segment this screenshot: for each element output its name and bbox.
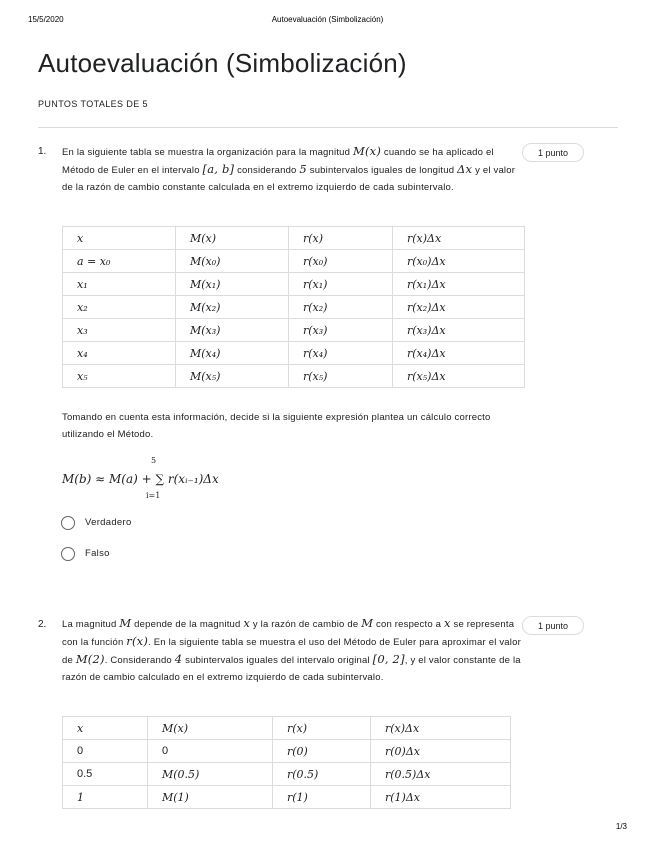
table-cell: r(x₀)	[289, 250, 393, 273]
radio-button[interactable]	[61, 547, 75, 561]
table-cell: x₃	[63, 319, 176, 342]
table-cell: r(1)Δx	[371, 786, 511, 809]
table-cell: r(x₃)	[289, 319, 393, 342]
option-label: Verdadero	[85, 517, 132, 528]
table-cell: 1	[63, 786, 148, 809]
table-cell: M(x₂)	[176, 296, 289, 319]
table-cell: r(x₁)	[289, 273, 393, 296]
table-cell: M(x₃)	[176, 319, 289, 342]
table-row	[63, 296, 525, 319]
table-cell: x	[63, 227, 176, 250]
table-cell: M(x₄)	[176, 342, 289, 365]
table-cell: r(x₅)	[289, 365, 393, 388]
table-row	[63, 365, 525, 388]
table-row	[63, 273, 525, 296]
table-cell: r(x₁)Δx	[393, 273, 525, 296]
table-cell: r(0)Δx	[371, 740, 511, 763]
table-cell: r(x₂)Δx	[393, 296, 525, 319]
table-row	[63, 740, 511, 763]
table-cell: M(1)	[148, 786, 273, 809]
question-2-points-badge: 1 punto	[522, 616, 584, 635]
table-cell: M(x)	[176, 227, 289, 250]
table-cell: r(x)Δx	[393, 227, 525, 250]
total-points: PUNTOS TOTALES DE 5	[38, 99, 148, 109]
question-2-table	[62, 716, 511, 809]
table-cell: M(x₅)	[176, 365, 289, 388]
sum-lower-limit: i=1	[146, 491, 161, 500]
question-2-number: 2.	[38, 619, 47, 630]
page-title: Autoevaluación (Simbolización)	[38, 48, 407, 78]
table-row	[63, 250, 525, 273]
question-1-formula	[62, 456, 262, 504]
table-cell: r(0)	[273, 740, 371, 763]
table-cell: x	[63, 717, 148, 740]
question-1-text: En la siguiente tabla se muestra la organización para la magnitud M(x) cuando se ha aplicado el Método de Euler en el intervalo [a, b] considerando 5 subintervalos iguales de longitud Δx y el valor de la razón de cambio constante calculada en el extremo izquierdo de cada subintervalo.	[62, 144, 516, 193]
table-cell: 0	[148, 740, 273, 763]
table-cell: r(x₃)Δx	[393, 319, 525, 342]
table-cell: 0.5	[63, 763, 148, 786]
table-cell: M(x)	[148, 717, 273, 740]
divider	[38, 127, 618, 128]
table-cell: r(x₀)Δx	[393, 250, 525, 273]
table-row	[63, 319, 525, 342]
table-cell: 0	[63, 740, 148, 763]
option-label: Falso	[85, 548, 110, 559]
table-cell: x₂	[63, 296, 176, 319]
table-cell: a = x₀	[63, 250, 176, 273]
table-header-row	[63, 717, 511, 740]
question-1-points-badge: 1 punto	[522, 143, 584, 162]
table-cell: r(x)Δx	[371, 717, 511, 740]
formula-expression: M(b) ≈ M(a) + ∑ r(xᵢ₋₁)Δx	[62, 472, 219, 486]
table-cell: r(0.5)Δx	[371, 763, 511, 786]
table-cell: M(0.5)	[148, 763, 273, 786]
table-cell: r(x₄)	[289, 342, 393, 365]
table-row	[63, 342, 525, 365]
table-cell: M(x₁)	[176, 273, 289, 296]
table-cell: r(1)	[273, 786, 371, 809]
table-row	[63, 786, 511, 809]
table-cell: x₄	[63, 342, 176, 365]
print-doc-title: Autoevaluación (Simbolización)	[271, 15, 384, 24]
sum-upper-limit: 5	[151, 456, 157, 465]
table-cell: M(x₀)	[176, 250, 289, 273]
table-cell: r(x)	[289, 227, 393, 250]
table-cell: r(x₄)Δx	[393, 342, 525, 365]
table-cell: x₁	[63, 273, 176, 296]
table-cell: r(x₅)Δx	[393, 365, 525, 388]
table-header-row	[63, 227, 525, 250]
question-2-text: La magnitud M depende de la magnitud x y la razón de cambio de M con respecto a x se representa con la función r(x). En la siguiente tabla se muestra el uso del Método de Euler para aproximar el valor de M(2). Considerando 4 subintervalos iguales del intervalo original [0, 2], y el valor constante de la razón de cambio calculado en el extremo izquierdo de cada subintervalo.	[62, 616, 521, 683]
print-date: 15/5/2020	[28, 15, 64, 24]
table-cell: r(0.5)	[273, 763, 371, 786]
page-number: 1/3	[615, 822, 627, 831]
question-1-number: 1.	[38, 146, 47, 157]
question-1-table	[62, 226, 525, 388]
radio-button[interactable]	[61, 516, 75, 530]
table-cell: r(x₂)	[289, 296, 393, 319]
question-1-followup: Tomando en cuenta esta información, decide si la siguiente expresión plantea un cálculo correcto utilizando el Método.	[62, 412, 491, 440]
table-row	[63, 763, 511, 786]
table-cell: x₅	[63, 365, 176, 388]
table-cell: r(x)	[273, 717, 371, 740]
